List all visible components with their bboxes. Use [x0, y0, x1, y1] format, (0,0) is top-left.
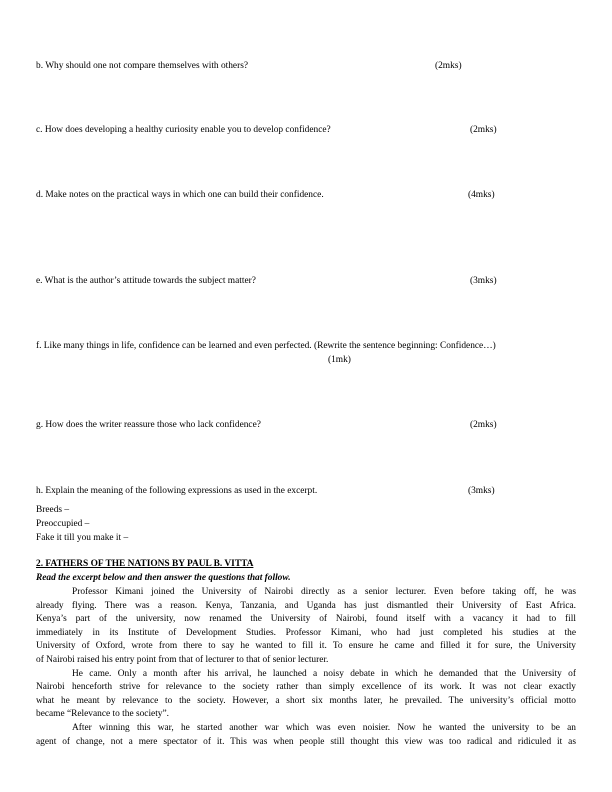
expression-item: Breeds – — [36, 505, 70, 515]
question-f-marks: (1mk) — [328, 355, 351, 365]
excerpt-line: of Nairobi raised his entry point from that of lecturer to that of senior lecturer. — [36, 655, 329, 665]
excerpt-line: immediately in its Institute of Development Studies. Professor Kimani, who had just completed his studies at the — [36, 627, 576, 638]
question-h-marks: (3mks) — [468, 486, 495, 496]
question-g: g. How does the writer reassure those who lack confidence? — [36, 420, 261, 430]
excerpt-line: became “Relevance to the society”. — [36, 709, 170, 720]
excerpt-line: Kenya’s part of the university, now renamed the University of Nairobi, found itself with a vacancy it had to fill — [36, 614, 576, 625]
excerpt-line: agent of change, not a mere spectator of it. This was when people still thought this view was too radical and ridiculed it as — [36, 736, 576, 747]
question-g-marks: (2mks) — [470, 420, 497, 430]
question-b: b. Why should one not compare themselves with others? — [36, 61, 249, 71]
question-h: h. Explain the meaning of the following expressions as used in the excerpt. — [36, 486, 318, 496]
question-e: e. What is the author’s attitude towards the subject matter? — [36, 276, 256, 286]
excerpt-line: Nairobi henceforth strive for relevance to the society rather than simply excellence of its work. It was not clear exactly — [36, 682, 576, 693]
question-b-marks: (2mks) — [435, 61, 462, 71]
section-instruction: Read the excerpt below and then answer the questions that follow. — [36, 573, 291, 583]
question-c-marks: (2mks) — [470, 125, 497, 135]
excerpt-line: what he meant by relevance to the society. However, a short six months later, he prevailed. The university’s official motto — [36, 695, 576, 706]
excerpt-line: After winning this war, he started another war which was even noisier. Now he wanted the university to be an — [72, 723, 576, 733]
excerpt-line: University of Oxford, wrote from there to say he wanted to fill it. To ensure he came and filled it for sure, the University — [36, 641, 576, 652]
section-heading: 2. FATHERS OF THE NATIONS BY PAUL B. VITTA — [36, 559, 254, 569]
question-d: d. Make notes on the practical ways in which one can build their confidence. — [36, 190, 324, 200]
question-d-marks: (4mks) — [468, 190, 495, 200]
question-f: f. Like many things in life, confidence can be learned and even perfected. (Rewrite the sentence beginning: Confidence…) — [36, 341, 496, 351]
excerpt-line: already flying. There was a reason. Kenya, Tanzania, and Uganda has just dismantled their University of East Africa. — [36, 600, 576, 611]
excerpt-line: Professor Kimani joined the University of Nairobi directly as a senior lecturer. Even before taking off, he was — [72, 587, 576, 597]
question-e-marks: (3mks) — [470, 276, 497, 286]
expression-item: Preoccupied – — [36, 519, 90, 529]
excerpt-line: He came. Only a month after his arrival, he launched a noisy debate in which he demanded that the University of — [72, 668, 576, 679]
question-c: c. How does developing a healthy curiosity enable you to develop confidence? — [36, 125, 331, 135]
expression-item: Fake it till you make it – — [36, 533, 129, 543]
